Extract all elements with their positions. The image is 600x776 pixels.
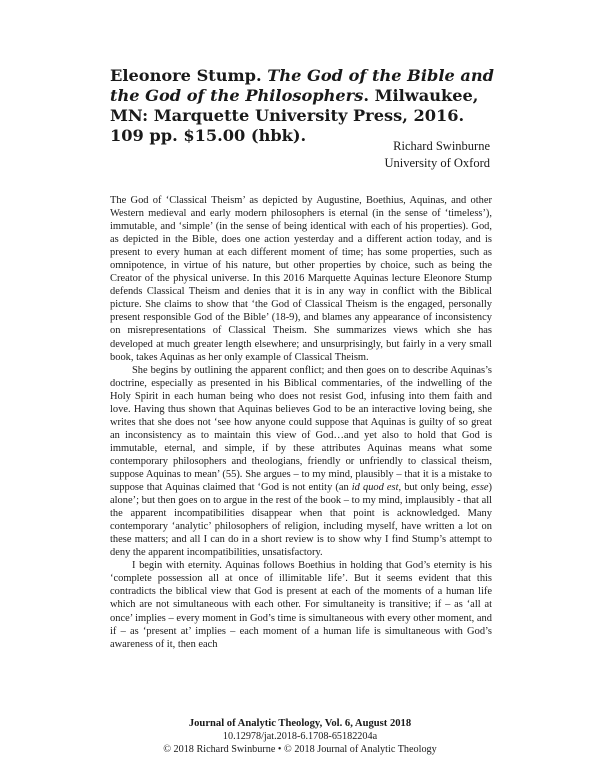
reviewer-block — [384, 138, 490, 172]
paragraph-2-italic-2: esse — [471, 482, 489, 494]
footer-journal: Journal of Analytic Theology, Vol. 6, August 2018 — [188, 718, 412, 729]
paragraph-2-italic-1: id quod est — [351, 482, 399, 494]
paragraph-2 — [110, 364, 492, 560]
review-title-publication: . Milwaukee, MN: Marquette University Press, 2016. 109 pp. $15.00 (hbk). — [110, 86, 479, 145]
paragraph-2-part-b: , but only being, — [398, 482, 472, 494]
paragraph-2-part-c: ) alone’; but then goes on to argue in the rest of the book – to my mind, implausibly - that all the apparent incompatibilities disappear when that point is acknowledged. Many contemporary ‘analytic’ philosophers of religion, including myself, have written a lot on these matters; and all I can do in a short review is to show why I find Stump’s attempt to deny the apparent incompatibilities, unsatisfactory. — [110, 482, 493, 559]
reviewer-affiliation: University of Oxford — [384, 156, 490, 170]
paragraph-1: The God of ‘Classical Theism’ as depicted by Augustine, Boethius, Aquinas, and other Western medieval and early modern philosophers is eternal (in the sense of ‘timeless’), immutable, and ‘simple’ (in the sense of being identical with each of his properties). God, as depicted in the Bible, does one action yesterday and a different action today, and is present to every human at each different moment of time; has some properties, such as omnipotence, in virtue of his nature, but other properties by choice, such as being the Creator of the physical universe. In this 2016 Marquette Aquinas lecture Eleonore Stump defends Classical Theism and denies that it is in any way in conflict with the Biblical picture. She claims to show that ‘the God of Classical Theism is the engaged, personally present responsible God of the Bible’ (18-9), and blames any appearance of inconsistency on misrepresentations of Classical Theism. She summarizes views which she has developed at much greater length elsewhere; and unsurprisingly, but fairly in a very small book, takes Aquinas as her only example of Classical Theism. — [110, 195, 492, 363]
paragraph-3: I begin with eternity. Aquinas follows Boethius in holding that God’s eternity is his ‘complete possession all at once of illimitable life’. But it seems evident that this contradicts the biblical view that God is present at each of the moments of a human life which are not simultaneous with each other. For simultaneity is transitive; if – as ‘all at once’ implies – every moment in God’s time is simultaneous with every other moment, and if – as ‘present at’ implies – each moment of a human life is simultaneous with God’s awareness of it, then each — [110, 560, 492, 650]
footer-doi: 10.12978/jat.2018-6.1708-65182204a — [222, 731, 378, 742]
reviewer-name: Richard Swinburne — [393, 139, 490, 153]
review-title — [110, 66, 500, 146]
paragraph-2-part-a: She begins by outlining the apparent conflict; and then goes on to describe Aquinas’s doctrine, especially as presented in his Biblical commentaries, of the indwelling of the Holy Spirit in each human being who does not resist God, infusing into them faith and love. Having thus shown that Aquinas believes God to be an interactive loving being, she writes that she does not ‘see how anyone could suppose that Aquinas is guilty of so great an inconsistency as to maintain this view of God…and yet also to hold that God is immutable, eternal, and simple, if by these attributes Aquinas means what some contemporary philosophers and theologians, friendly or unfriendly to classical theism, suppose Aquinas to mean’ (55). She argues – to my mind, plausibly – that it is a mistake to suppose that Aquinas claimed that ‘God is not entity (an — [110, 364, 492, 494]
footer-copyright: © 2018 Richard Swinburne • © 2018 Journal of Analytic Theology — [163, 744, 437, 755]
review-title-book: The God of the Bible and the God of the Philosophers — [110, 66, 494, 105]
page-footer — [0, 717, 600, 756]
review-title-author: Eleonore Stump. — [110, 66, 268, 85]
review-body — [110, 194, 492, 651]
